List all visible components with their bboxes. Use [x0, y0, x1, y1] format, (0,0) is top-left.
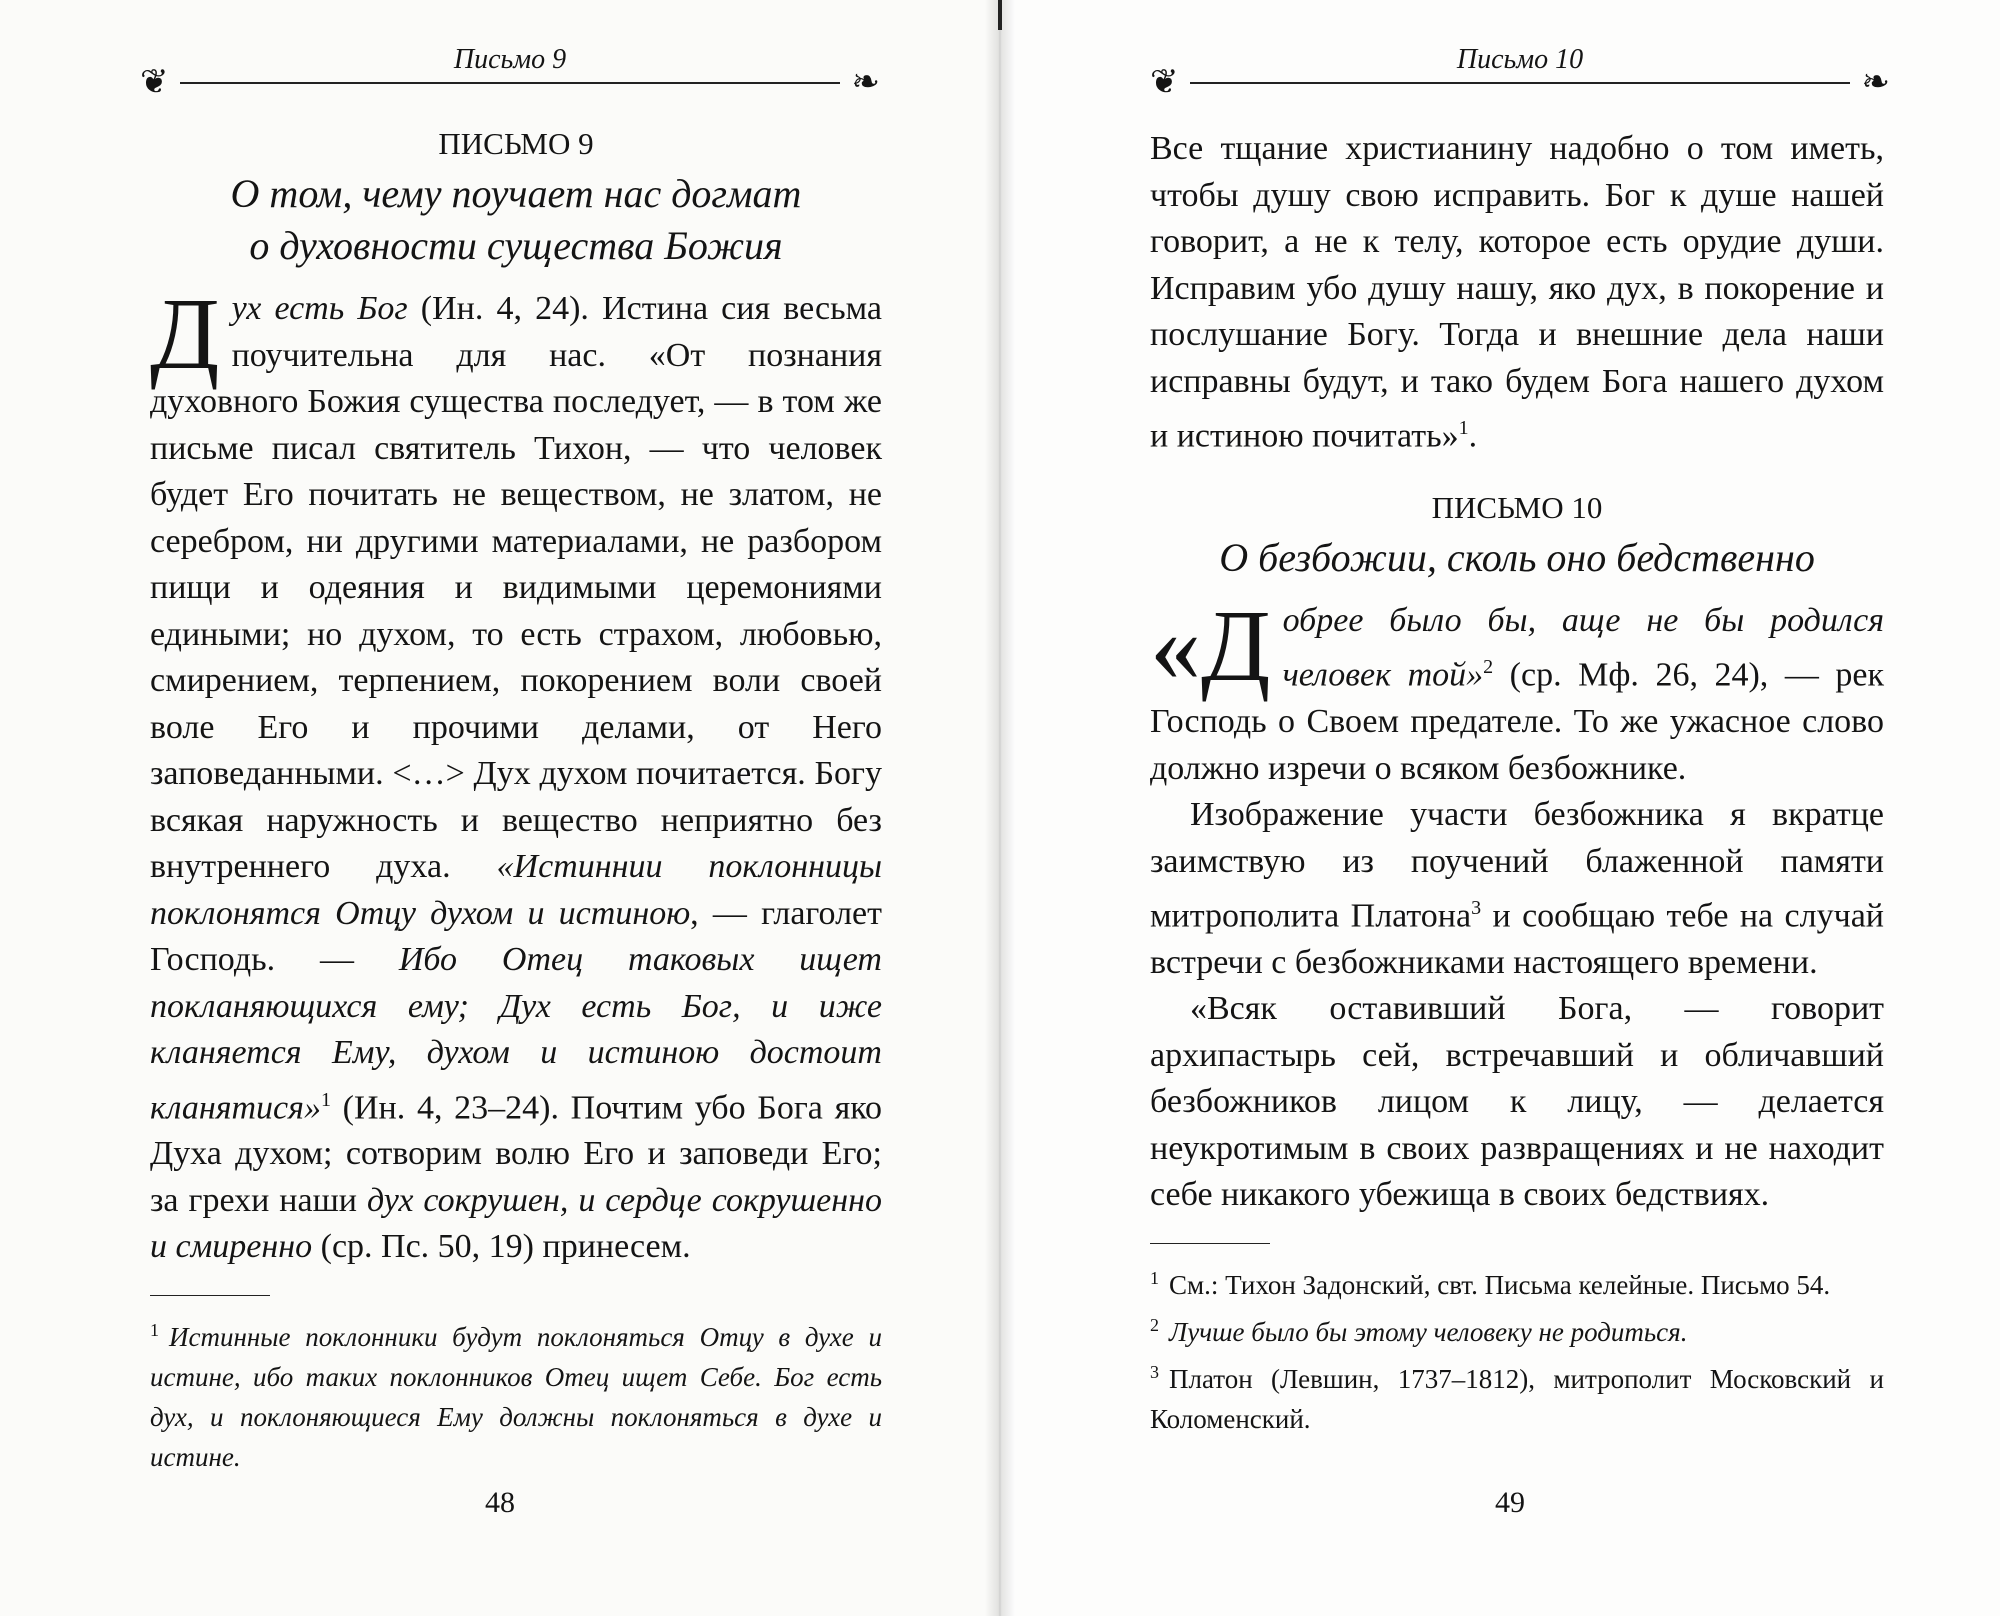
footnote-text: Лучше было бы этому человеку не родиться.	[1169, 1316, 1688, 1347]
letter-subtitle: О безбожии, сколь оно бедственно	[1219, 534, 1815, 580]
footnote-marker: 2	[1150, 1314, 1159, 1335]
body-text	[150, 278, 882, 1271]
footnotes	[150, 1295, 882, 1477]
drop-cap-letter: Д	[1201, 589, 1271, 703]
drop-cap: Д	[150, 278, 220, 391]
running-title: Письмо 10	[1456, 44, 1584, 75]
footnote-marker: 1	[1150, 1267, 1159, 1288]
paragraph	[1150, 986, 1884, 1219]
footnote	[150, 1310, 882, 1477]
paragraph-text: .	[1468, 417, 1478, 455]
paragraph-text: и сообщаю тебе на случай встречи с безбожниками настоящего времени.	[1150, 897, 1884, 981]
footnote	[1150, 1352, 1884, 1439]
body-text	[1150, 589, 1885, 1219]
scripture-quote: дух сокрушен, и сердце сокрушенно и смиренно	[150, 1181, 882, 1266]
body-text	[1150, 126, 1884, 460]
paragraph	[1150, 792, 1884, 986]
right-page-header	[1150, 44, 1890, 104]
footnote-rule	[150, 1295, 270, 1296]
paragraph-text: «Всяк оставивший Бога, — говорит архипастырь сей, встречавший и обличавший безбожников лицом к лицу, — делается неукротимым в своих развращениях и не находит себе никакого убежища в своих бедствиях.	[1150, 990, 1884, 1214]
page-number: 49	[1495, 1486, 1525, 1519]
right-page-content	[1150, 126, 1884, 1439]
footnote-marker: 3	[1150, 1361, 1159, 1382]
paragraph-text: Все тщание христианину надобно о том иметь, чтобы душу свою исправить. Бог к душе нашей говорит, а не к телу, которое есть орудие души. Исправим убо душу нашу, яко дух, в покорение и послушание Богу. Тогда и внешние дела наши исправны будут, и тако будем Бога нашего духом и истиною почитать»	[1150, 130, 1884, 455]
paragraph-text: , — глаголет Господь. —	[150, 894, 882, 978]
paragraph-text: (ср. Пс. 50, 19) принесем.	[312, 1228, 691, 1266]
footnote-text: Платон (Левшин, 1737–1812), митрополит Московский и Коломенский.	[1150, 1363, 1884, 1434]
left-page-header	[140, 44, 880, 104]
letter-subtitle	[150, 168, 882, 272]
letter-subtitle-line: О том, чему поучает нас догмат	[230, 171, 802, 216]
paragraph-text: (Ин. 4, 24). Истина сия весьма поучительна для нас. «От познания духовного Божия существа последует, — в том же письме писал святитель Тихон, — что человек будет Его почитать не веществом, не златом, не серебром, ни другими материалами, не разбором пищи и одеяния и видимыми церемониями едиными; но духом, то есть страхом, любовью, смирением, терпением, покорением воли своей воле Его и прочими делами, от Него заповеданными. <…> Дух духом почитается. Богу всякая наружность и вещество неприятно без внутреннего духа.	[150, 290, 882, 885]
page-number: 48	[485, 1486, 515, 1519]
footnote-reference: 3	[1471, 897, 1482, 920]
header-rule	[1190, 82, 1850, 84]
header-rule	[180, 82, 840, 84]
flourish-ornament-icon: ❦	[1150, 64, 1179, 101]
footnote-reference: 1	[320, 1088, 331, 1111]
right-page	[1000, 0, 2000, 1616]
footnotes	[1150, 1243, 1884, 1439]
paragraph	[1150, 589, 1885, 792]
spine-mark	[998, 0, 1002, 30]
footnote-reference: 2	[1483, 656, 1494, 679]
scripture-quote: Ибо Отец таковых ищет покланяющихся ему; Дух есть Бог, и иже кланяется Ему, духом и истиною достоит кланятися»	[150, 941, 882, 1126]
flourish-ornament-icon: ❧	[1861, 64, 1890, 101]
paragraph	[1150, 126, 1884, 460]
running-title: Письмо 9	[453, 44, 567, 75]
opening-quote: «	[1150, 589, 1201, 703]
book-gutter	[985, 0, 1015, 1616]
flourish-ornament-icon: ❧	[851, 64, 880, 101]
footnote	[1150, 1305, 1884, 1352]
footnote-reference: 1	[1458, 417, 1469, 439]
letter-subtitle-line: о духовности существа Божия	[249, 223, 783, 268]
paragraph	[150, 278, 882, 1271]
footnote	[1150, 1258, 1884, 1305]
scripture-quote: «Истиннии поклонницы поклонятся Отцу духом и истиною	[150, 848, 882, 932]
paragraph-text: (ср. Мф. 26, 24), — рек Господь о Своем предателе. То же ужасное слово должно изречи о всяком безбожнике.	[1150, 656, 1885, 787]
left-page-content	[150, 126, 882, 1477]
paragraph-text: Изображение участи безбожника я вкратце заимствую из поучений блаженной памяти митрополита Платона	[1150, 796, 1884, 935]
scripture-quote: ух есть Бог	[231, 290, 408, 327]
footnote-text: См.: Тихон Задонский, свт. Письма келейные. Письмо 54.	[1169, 1269, 1831, 1300]
paragraph-text: (Ин. 4, 23–24). Почтим убо Бога яко Духа духом; сотворим волю Его и заповеди Его; за грехи наши	[150, 1088, 882, 1219]
flourish-ornament-icon: ❦	[140, 64, 169, 101]
footnote-rule	[1150, 1243, 1270, 1244]
drop-cap	[1150, 589, 1271, 703]
footnote-text: Истинные поклонники будут поклоняться Отцу в духе и истине, ибо таких поклонников Отец ищет Себе. Бог есть дух, и поклоняющиеся Ему должны поклоняться в духе и истине.	[150, 1321, 882, 1472]
scripture-quote: обрее было бы, аще не бы родился человек той»	[1282, 601, 1884, 694]
footnote-marker: 1	[150, 1319, 159, 1340]
letter-heading: ПИСЬМО 9	[438, 126, 594, 161]
letter-heading: ПИСЬМО 10	[1431, 489, 1603, 525]
